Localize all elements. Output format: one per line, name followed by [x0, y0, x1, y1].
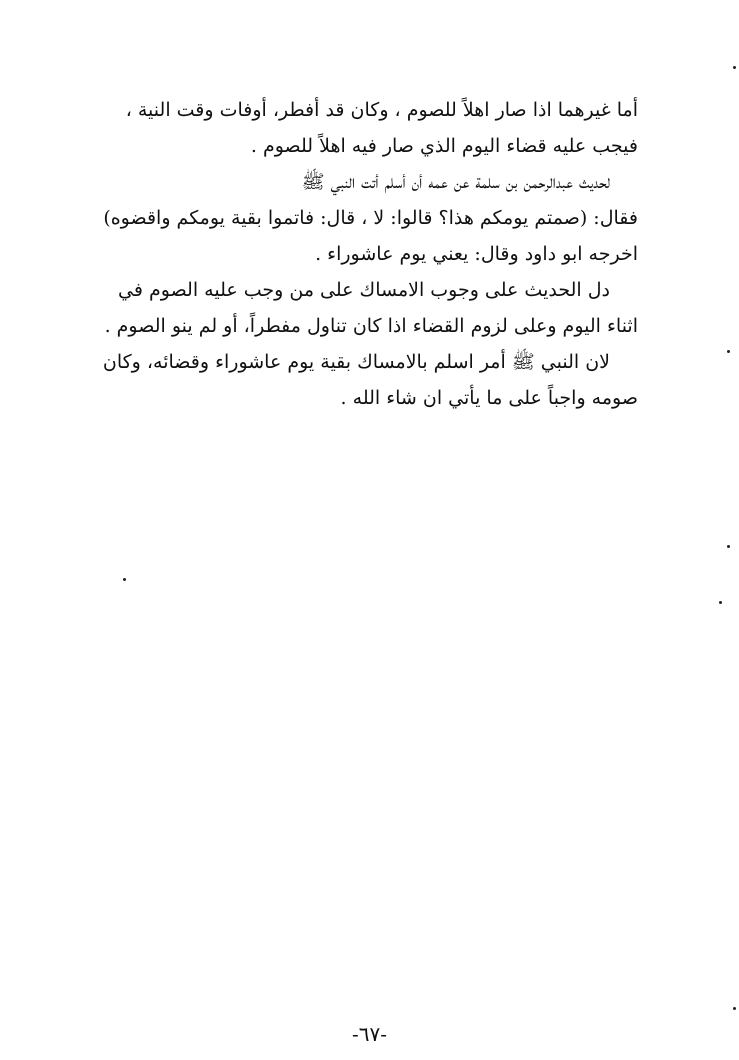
text-line: اثناء اليوم وعلى لزوم القضاء اذا كان تناول مفطراً، أو لم ينو الصوم . — [104, 315, 638, 337]
scan-speck — [733, 1007, 736, 1010]
text-line: أما غيرهما اذا صار اهلاً للصوم ، وكان قد أفطر، أوفات وقت النية ، — [125, 99, 638, 121]
text-line: فيجب عليه قضاء اليوم الذي صار فيه اهلاً للصوم . — [250, 135, 638, 157]
scan-speck — [727, 350, 730, 353]
text-line: صومه واجباً على ما يأتي ان شاء الله . — [340, 387, 638, 409]
paragraph-4 — [102, 348, 638, 420]
text-line: فقال: (صمتم يومكم هذا؟ قالوا: لا ، قال: فاتموا بقية يومكم واقضوه) — [103, 207, 638, 229]
text-line: اخرجه ابو داود وقال: يعني يوم عاشوراء . — [315, 243, 638, 265]
text-line: لان النبي ﷺ أمر اسلم بالامساك بقية يوم عاشوراء وقضائه، وكان — [102, 351, 610, 373]
paragraph-1 — [118, 96, 638, 168]
text-line: دل الحديث على وجوب الامساك على من وجب عليه الصوم في — [118, 279, 610, 301]
scan-speck — [123, 578, 126, 581]
paragraph-3 — [104, 276, 638, 348]
scan-speck — [733, 66, 736, 69]
paragraph-2 — [103, 168, 638, 276]
scan-speck — [727, 545, 730, 548]
page-number: -٦٧- — [351, 1022, 387, 1046]
text-line: لحديث عبدالرحمن بن سلمة عن عمه أن أسلم أتت النبي ﷺ — [301, 171, 610, 193]
body-text — [102, 96, 638, 420]
scan-speck — [719, 601, 722, 604]
